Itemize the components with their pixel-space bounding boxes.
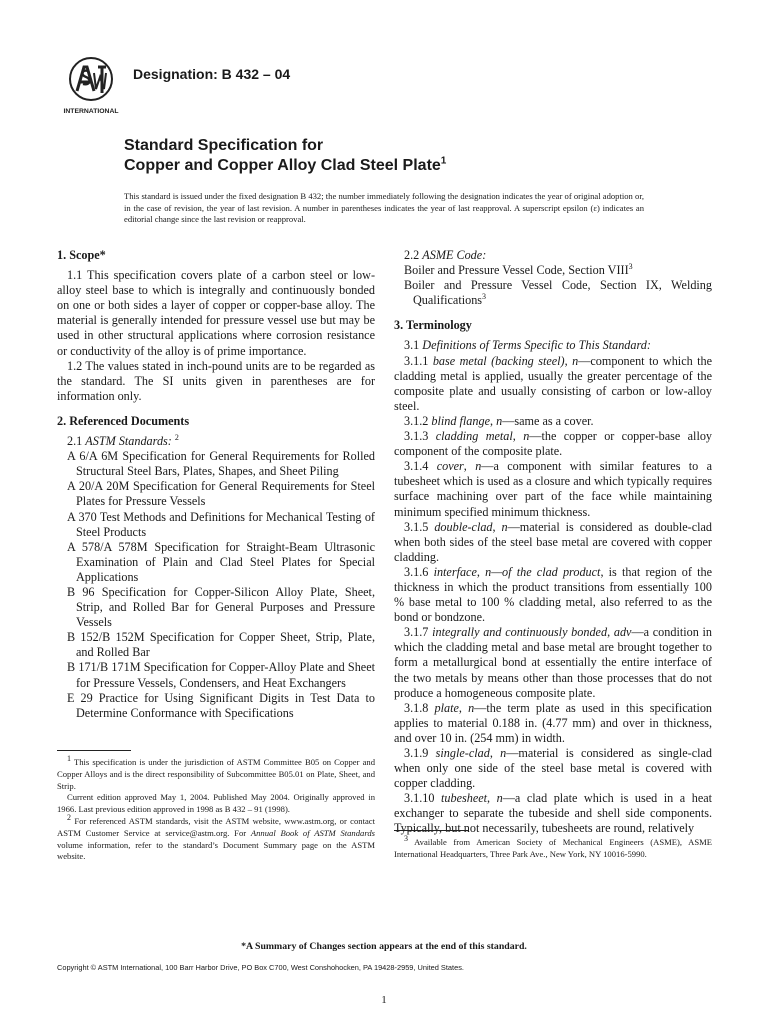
reference-item: A 370 Test Methods and Definitions for Mechanical Testing of Steel Products: [67, 509, 375, 539]
asme-reference-item: Boiler and Pressure Vessel Code, Section IX, Welding Qualifications$^3$: [404, 278, 712, 308]
definition-item: 3.1.3 cladding metal, n—the copper or copper-base alloy component of the composite plate.: [394, 429, 713, 459]
section-heading-referenced-documents: 2. Referenced Documents: [57, 413, 190, 428]
section-heading-scope: 1. Scope*: [57, 248, 106, 262]
definition-item: 3.1.9 single-clad, n—material is considered as single-clad when only one side of the steel base metal is covered with copper cladding.: [394, 746, 713, 791]
footnotes-left: [57, 750, 375, 863]
reference-item: A 578/A 578M Specification for Straight-Beam Ultrasonic Examination of Plain and Clad Steel Plates for Special Applications: [67, 539, 375, 584]
reference-item: A 20/A 20M Specification for General Requirements for Steel Plates for Pressure Vessels: [67, 479, 375, 509]
reference-item: B 171/B 171M Specification for Copper-Alloy Plate and Sheet for Pressure Vessels, Condensers, and Heat Exchangers: [67, 660, 375, 690]
astm-monogram-icon: [70, 58, 112, 100]
page-title: [124, 136, 446, 176]
intro-note: This standard is issued under the fixed designation B 432; the number immediately following the designation indicates the year of original adoption or, in the case of revision, the year of last revision. A number in parentheses indicates the year of last reapproval. A superscript epsilon (ε) indicates an editorial change since the last revision or reapproval.: [124, 191, 644, 225]
reference-item: A 6/A 6M Specification for General Requirements for Rolled Structural Steel Bars, Plates, Shapes, and Sheet Piling: [67, 449, 375, 479]
section-heading-terminology: 3. Terminology: [394, 318, 472, 333]
footnote-divider: [394, 830, 468, 831]
footnote-divider: [57, 750, 131, 751]
asme-reference-item: Boiler and Pressure Vessel Code, Section VIII$^3$: [404, 262, 633, 278]
astm-logo: [58, 55, 124, 117]
footnote-2: $^2$ For referenced ASTM standards, visit the ASTM website, www.astm.org, or contact ASTM Customer Service at service@astm.org. For Annual Book of ASTM Standards volume information, refer to the standard’s Document Summary page on the ASTM website.: [57, 813, 375, 862]
footnotes-right: [394, 830, 712, 861]
definition-item: 3.1.2 blind flange, n—same as a cover.: [404, 413, 594, 428]
definition-item: 3.1.7 integrally and continuously bonded, adv—a condition in which the cladding metal and base metal are brought together to form a metallurgical bond at essentially the entire interface of the two metals by means other than those processes that do not produce a homogeneous composite plate.: [394, 625, 712, 700]
definition-item: 3.1.1 base metal (backing steel), n—component to which the cladding metal is applied, usually the greater percentage of the composite plate and usually consisting of carbon or low-alloy steel.: [394, 353, 713, 413]
definition-item: 3.1.5 double-clad, n—material is considered as double-clad when both sides of the steel base metal are covered with copper cladding.: [394, 519, 713, 564]
title-line-2: Copper and Copper Alloy Clad Steel Plate$^1$: [124, 155, 447, 174]
right-column: [394, 248, 712, 837]
title-footnote-ref: 1: [440, 155, 447, 167]
reference-item: B 96 Specification for Copper-Silicon Alloy Plate, Sheet, Strip, and Rolled Bar for General Purposes and Pressure Vessels: [67, 584, 375, 630]
footnote-1: $^1$ This specification is under the jurisdiction of ASTM Committee B05 on Copper and Copper Alloys and is the direct responsibility of Subcommittee B05.01 on Plate, Sheet, and Strip.: [57, 754, 375, 791]
designation: Designation: B 432 – 04: [133, 66, 291, 82]
title-line-1: Standard Specification for: [124, 137, 324, 154]
footnote-3: $^3$ Available from American Society of Mechanical Engineers (ASME), ASME International Headquarters, Three Park Ave., New York, NY 10016-5990.: [394, 834, 712, 859]
definition-item: 3.1.4 cover, n—a component with similar features to a tubesheet which is used as a closure and which typically requires surface machining over part of the face while maintaining minimum specified minimum thickness.: [394, 459, 713, 519]
definition-item: 3.1.10 tubesheet, n—a clad plate which is used in a heat exchanger to separate the tubeside and shell side components. Typically, but not necessarily, tubesheets are round, relatively: [394, 791, 713, 836]
definition-item: 3.1.8 plate, n—the term plate as used in this specification applies to material 0.188 in. (4.77 mm) and over in thickness, and over 10 in. (254 mm) in width.: [394, 700, 713, 745]
footnote-1-edition: Current edition approved May 1, 2004. Published May 2004. Originally approved in 1966. Last previous edition approved in 1998 as B 432 – 91 (1998).: [57, 792, 375, 815]
left-column: [57, 248, 375, 721]
definitions-intro: 3.1 Definitions of Terms Specific to This Standard:: [404, 338, 651, 353]
logo-wordmark: INTERNATIONAL: [63, 108, 119, 115]
paragraph-1-2: 1.2 The values stated in inch-pound units are to be regarded as the standard. The SI units given in parentheses are for information only.: [57, 358, 375, 403]
astm-standards-label: 2.1 ASTM Standards: $^2$: [67, 432, 179, 449]
definition-item: 3.1.6 interface, n—of the clad product, is that region of the thickness in which the product transitions from essentially 100 % base metal to 100 % cladding metal, also referred to as the bond or bondzone.: [394, 564, 712, 625]
paragraph-1-1: 1.1 This specification covers plate of a carbon steel or low-alloy steel base to which is integrally and continuously bonded on one or both sides a layer of copper or copper-base alloy. The material is generally intended for pressure vessel use but may be used in other structural applications where corrosion resistance or conductivity of the alloy is of prime importance.: [57, 268, 375, 358]
asme-code-label: 2.2 ASME Code:: [404, 248, 487, 262]
reference-item: B 152/B 152M Specification for Copper Sheet, Strip, Plate, and Rolled Bar: [67, 630, 375, 660]
page-number: 1: [381, 994, 387, 1006]
copyright-line: Copyright © ASTM International, 100 Barr Harbor Drive, PO Box C700, West Conshohocken, PA 19428-2959, United States.: [57, 963, 464, 972]
summary-of-changes-note: *A Summary of Changes section appears at the end of this standard.: [241, 941, 527, 952]
reference-item: E 29 Practice for Using Significant Digits in Test Data to Determine Conformance with Specifications: [67, 690, 375, 720]
